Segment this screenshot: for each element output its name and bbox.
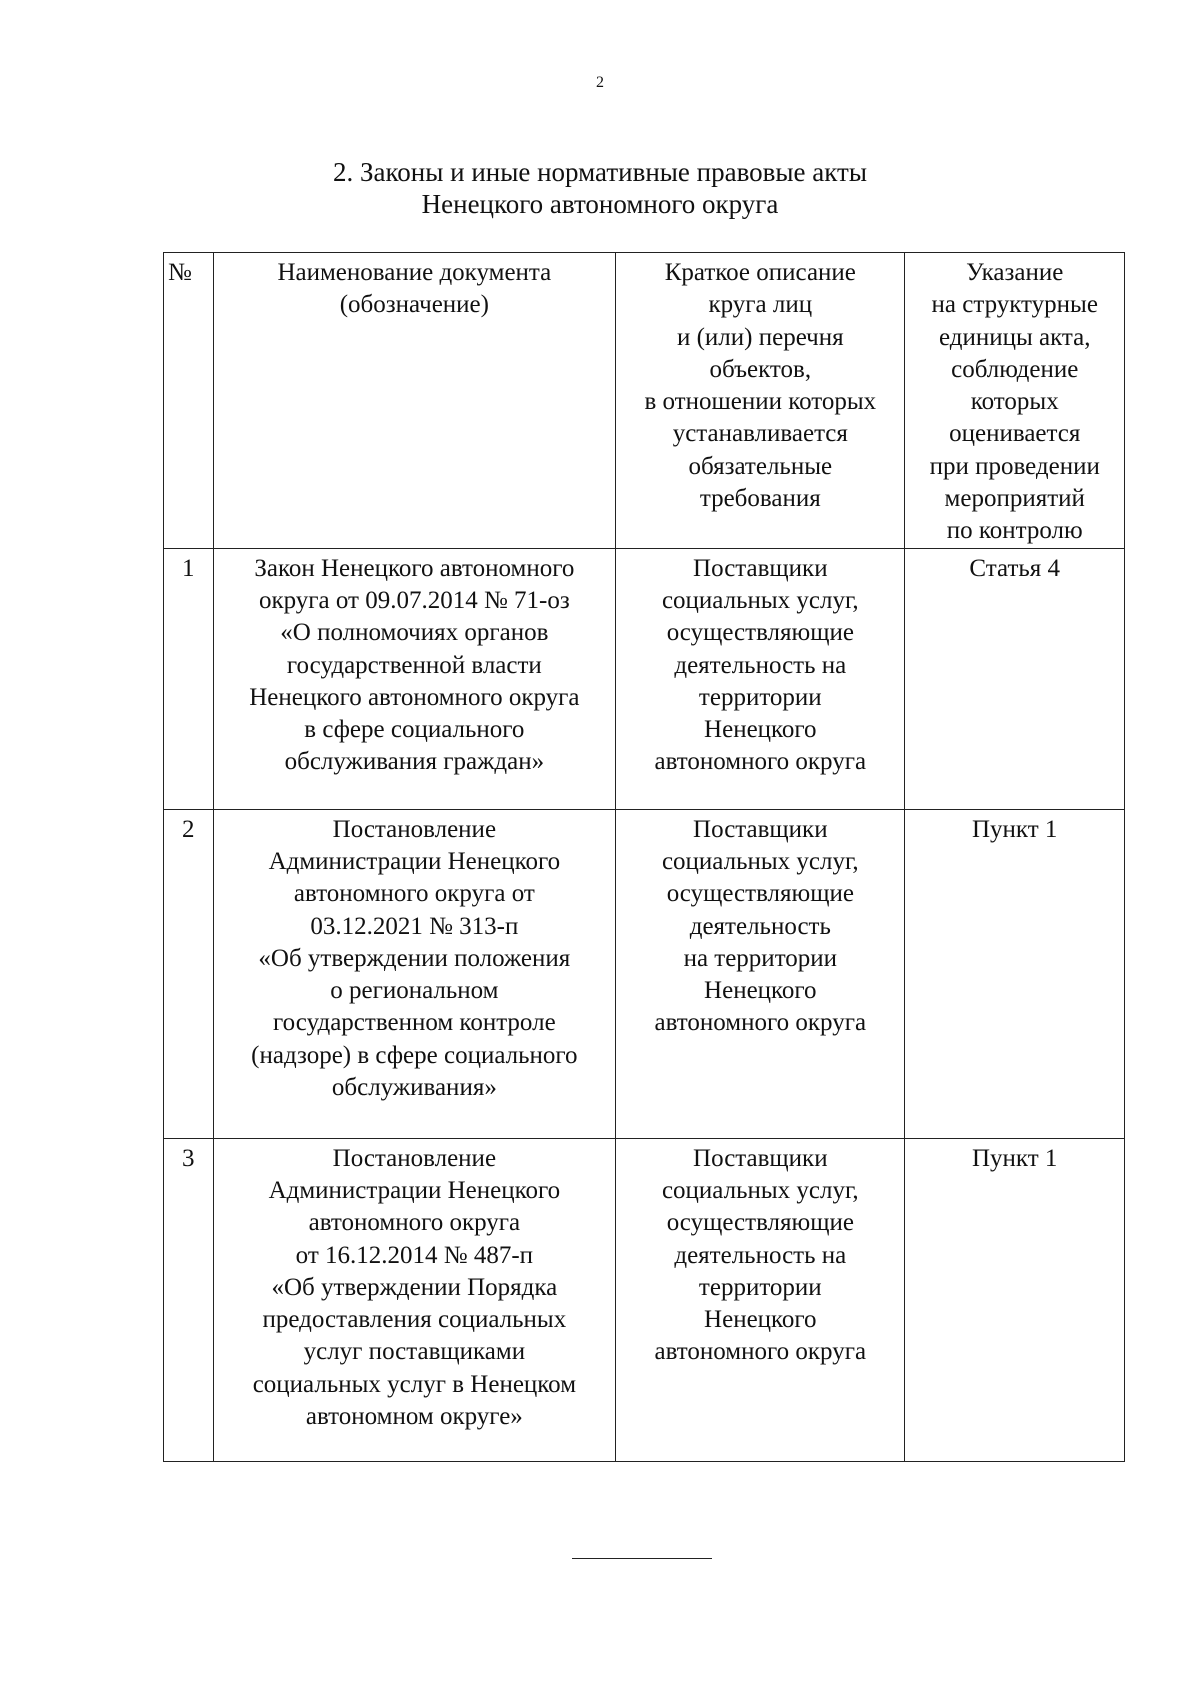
row-description: Поставщики социальных услуг, осуществляющие деятельность на территории Ненецкого автономного округа <box>616 1138 905 1461</box>
header-structural-units: Указание на структурные единицы акта, соблюдение которых оценивается при проведении мероприятий по контролю <box>905 253 1125 549</box>
row-structural-units: Пункт 1 <box>905 1138 1125 1461</box>
end-of-document-rule <box>572 1558 712 1559</box>
row-description: Поставщики социальных услуг, осуществляющие деятельность на территории Ненецкого автономного округа <box>616 548 905 809</box>
section-title-line-1: 2. Законы и иные нормативные правовые акты <box>333 157 867 187</box>
legal-acts-table <box>163 252 1125 1462</box>
section-title-line-2: Ненецкого автономного округа <box>421 189 779 219</box>
row-document-name: Закон Ненецкого автономного округа от 09.07.2014 № 71-оз «О полномочиях органов государственной власти Ненецкого автономного округа в сфере социального обслуживания граждан» <box>213 548 616 809</box>
table-row <box>164 548 1125 809</box>
section-title <box>0 156 1200 220</box>
row-number: 3 <box>164 1138 214 1461</box>
page-number: 2 <box>596 74 604 91</box>
row-number: 2 <box>164 809 214 1138</box>
table-row <box>164 1138 1125 1461</box>
header-description: Краткое описание круга лиц и (или) перечня объектов, в отношении которых устанавливается обязательные требования <box>616 253 905 549</box>
table-header-row <box>164 253 1125 549</box>
row-document-name: Постановление Администрации Ненецкого автономного округа от 03.12.2021 № 313-п «Об утверждении положения о региональном государственном контроле (надзоре) в сфере социального обслуживания» <box>213 809 616 1138</box>
header-number: № <box>164 253 214 549</box>
row-description: Поставщики социальных услуг, осуществляющие деятельность на территории Ненецкого автономного округа <box>616 809 905 1138</box>
header-document-name: Наименование документа (обозначение) <box>213 253 616 549</box>
row-document-name: Постановление Администрации Ненецкого автономного округа от 16.12.2014 № 487-п «Об утверждении Порядка предоставления социальных услуг поставщиками социальных услуг в Ненецком автономном округе» <box>213 1138 616 1461</box>
row-structural-units: Пункт 1 <box>905 809 1125 1138</box>
row-structural-units: Статья 4 <box>905 548 1125 809</box>
table-row <box>164 809 1125 1138</box>
row-number: 1 <box>164 548 214 809</box>
